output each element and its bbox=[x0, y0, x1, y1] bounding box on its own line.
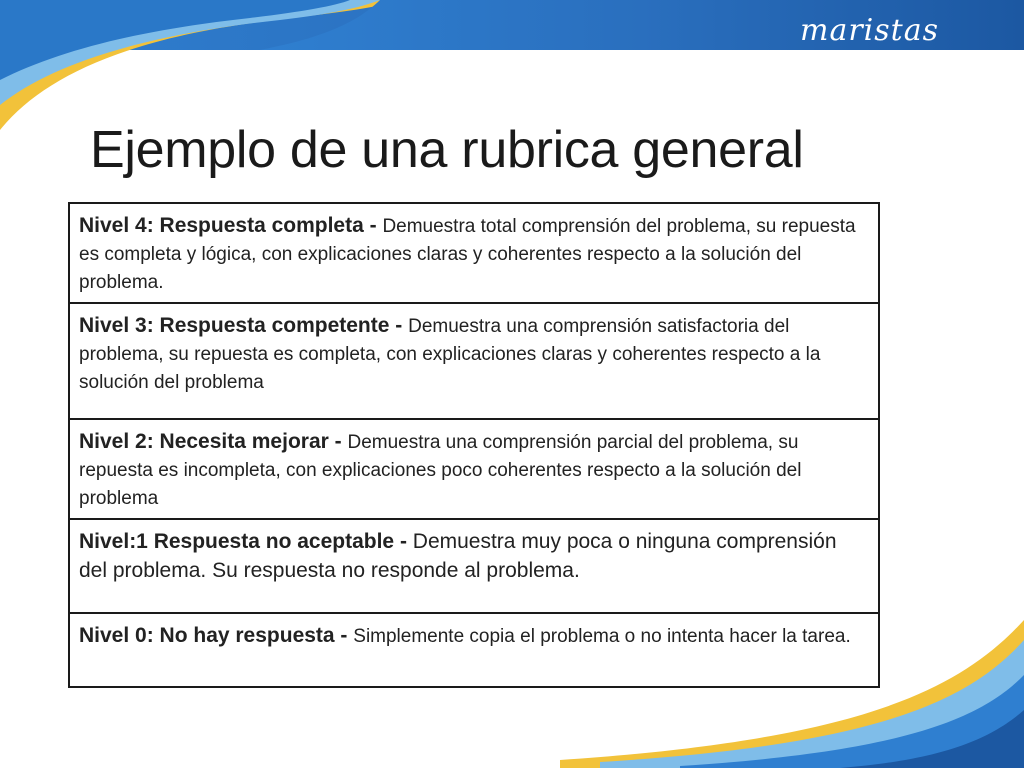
level-description: Simplemente copia el problema o no intenta hacer la tarea. bbox=[353, 626, 851, 647]
level-label: Nivel 0: No hay respuesta - bbox=[79, 624, 354, 647]
maristas-logo bbox=[796, 10, 1006, 50]
level-description: Demuestra una comprensión parcial del problema, su repuesta es incompleta, con explicaciones poco coherentes respecto a la solución del problema bbox=[79, 432, 802, 509]
level-label: Nivel:1 Respuesta no aceptable - bbox=[79, 530, 413, 553]
level-label: Nivel 2: Necesita mejorar - bbox=[79, 430, 348, 453]
rubric-cell bbox=[69, 203, 879, 303]
level-description: Demuestra muy poca o ninguna comprensión del problema. Su respuesta no responde al problema. bbox=[79, 530, 837, 582]
rubric-table bbox=[68, 202, 880, 688]
level-description: Demuestra una comprensión satisfactoria del problema, su repuesta es completa, con explicaciones claras y coherentes respecto a la solución del problema bbox=[79, 316, 821, 393]
level-description: Demuestra total comprensión del problema, su repuesta es completa y lógica, con explicaciones claras y coherentes respecto a la solución del problema. bbox=[79, 216, 856, 293]
rubric-row-level-0 bbox=[69, 613, 879, 687]
level-label: Nivel 4: Respuesta completa - bbox=[79, 214, 383, 237]
rubric-row-level-2 bbox=[69, 419, 879, 519]
logo-text: maristas bbox=[800, 13, 940, 48]
rubric-cell bbox=[69, 303, 879, 419]
rubric-cell bbox=[69, 613, 879, 687]
rubric-row-level-3 bbox=[69, 303, 879, 419]
rubric-row-level-1 bbox=[69, 519, 879, 613]
page-title: Ejemplo de una rubrica general bbox=[90, 121, 804, 179]
rubric-cell bbox=[69, 519, 879, 613]
level-label: Nivel 3: Respuesta competente - bbox=[79, 314, 409, 337]
rubric-cell bbox=[69, 419, 879, 519]
rubric-row-level-4 bbox=[69, 203, 879, 303]
